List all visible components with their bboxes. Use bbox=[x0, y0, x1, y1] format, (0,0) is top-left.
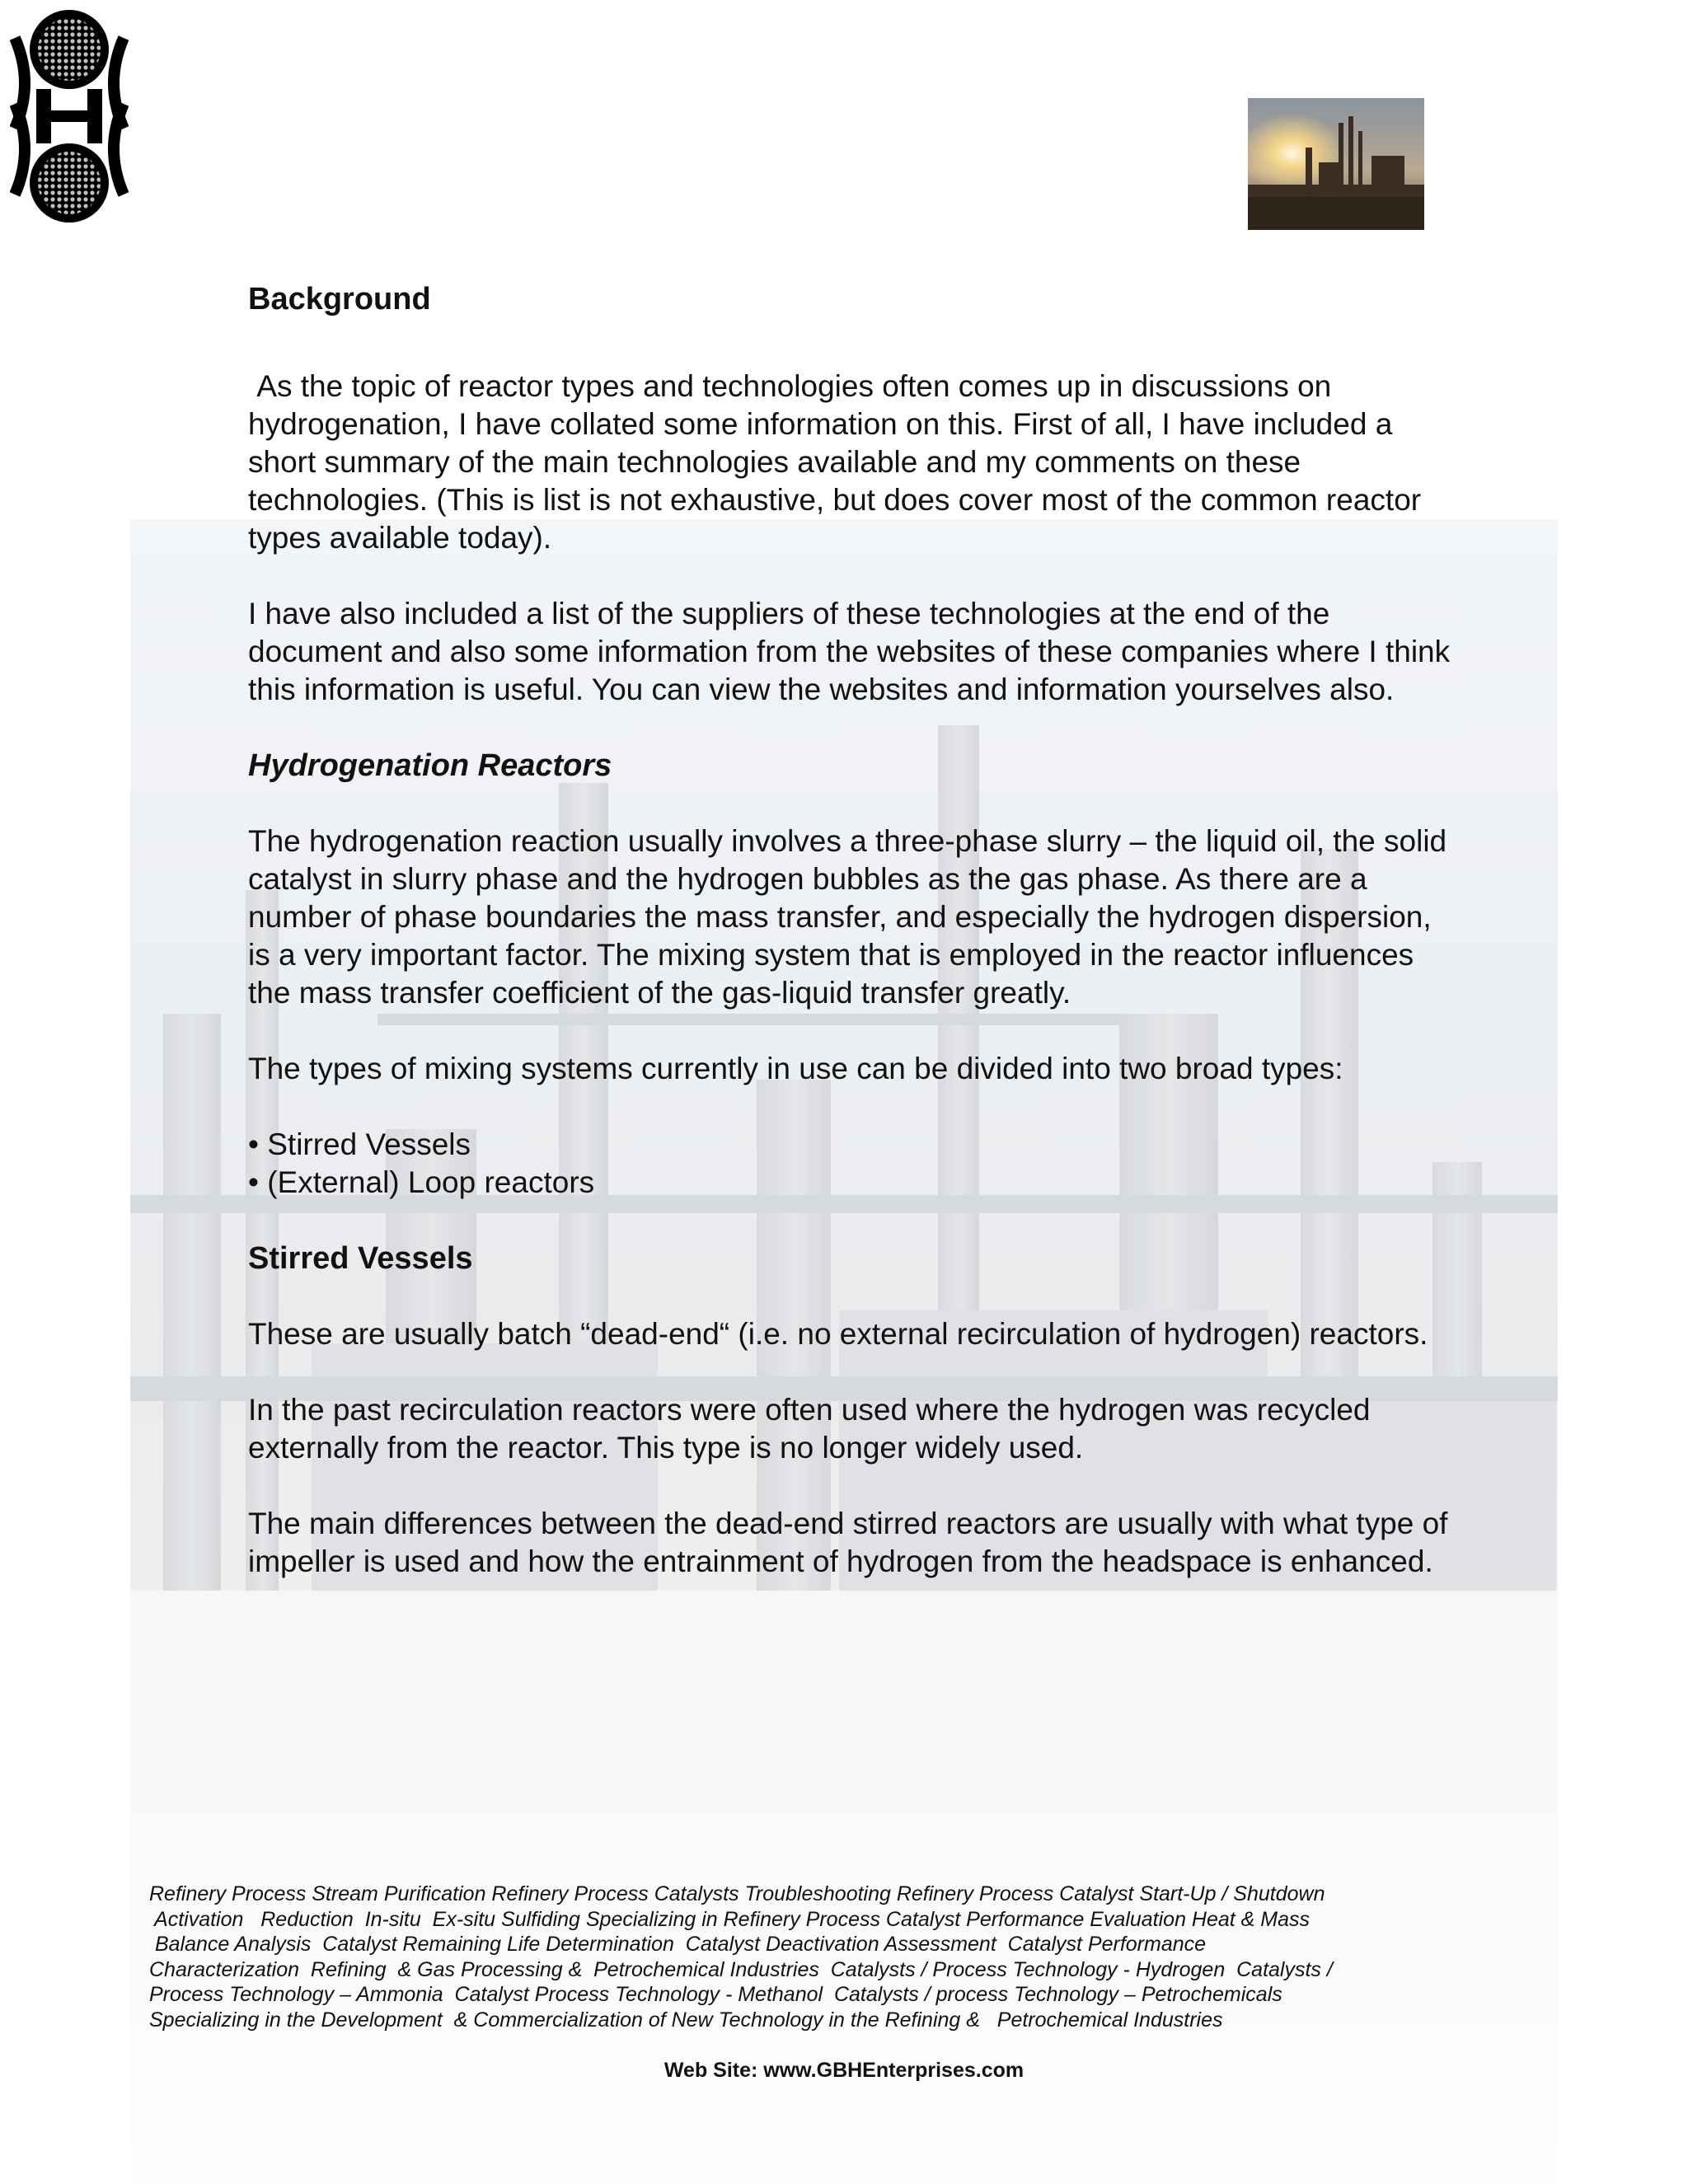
footer-line: Balance Analysis Catalyst Remaining Life Determination Catalyst Deactivation Assessment Catalyst Performance bbox=[149, 1933, 1207, 1956]
stirred-paragraph-1: These are usually batch “dead-end“ (i.e. no external recirculation of hydrogen) reactors. bbox=[248, 1317, 1428, 1351]
company-logo bbox=[10, 5, 129, 227]
mixing-type-item: • Stirred Vessels bbox=[248, 1127, 471, 1161]
mixing-type-item: • (External) Loop reactors bbox=[248, 1165, 595, 1199]
mixing-types-intro: The types of mixing systems currently in use can be divided into two broad types: bbox=[248, 1052, 1343, 1085]
intro-paragraph-1: As the topic of reactor types and technologies often comes up in discussions on hydrogenation, I have collated some information on this. First of all, I have included a short summary of the main technologies available and my comments on these technologies. (This is list is not exhaustive, but does cover most of the common reactor types available today). bbox=[248, 369, 1430, 555]
stirred-vessels-heading: Stirred Vessels bbox=[248, 1241, 473, 1276]
footer-line: Specializing in the Development & Commercialization of New Technology in the Refining & Petrochemical Industries bbox=[149, 2008, 1223, 2032]
stirred-paragraph-3: The main differences between the dead-end stirred reactors are usually with what type of impeller is used and how the entrainment of hydrogen from the headspace is enhanced. bbox=[248, 1507, 1448, 1578]
stirred-paragraph-2: In the past recirculation reactors were often used where the hydrogen was recycled externally from the reactor. This type is no longer widely used. bbox=[248, 1393, 1371, 1465]
background-heading: Background bbox=[248, 282, 431, 316]
refinery-sunset-photo bbox=[1248, 98, 1424, 230]
document-body bbox=[248, 280, 1460, 1581]
hydrogenation-paragraph: The hydrogenation reaction usually involves a three-phase slurry – the liquid oil, the solid catalyst in slurry phase and the hydrogen bubbles as the gas phase. As there are a number of phase boundaries the mass transfer, and especially the hydrogen dispersion, is a very important factor. The mixing system that is employed in the reactor influences the mass transfer coefficient of the gas-liquid transfer greatly. bbox=[248, 824, 1447, 1010]
website-link[interactable]: Web Site: www.GBHEnterprises.com bbox=[663, 2059, 1025, 2082]
footer-services-text bbox=[149, 1882, 1435, 2032]
intro-paragraph-2: I have also included a list of the suppliers of these technologies at the end of the document and also some information from the websites of these companies where I think this information is useful. You can view the websites and information yourselves also. bbox=[248, 597, 1451, 706]
footer-line: Refinery Process Stream Purification Refinery Process Catalysts Troubleshooting Refinery Process Catalyst Start-Up / Shutdown bbox=[149, 1882, 1325, 1905]
footer-line: Process Technology – Ammonia Catalyst Process Technology - Methanol Catalysts / process Technology – Petrochemicals bbox=[149, 1983, 1282, 2006]
footer-line: Activation Reduction In-situ Ex-situ Sulfiding Specializing in Refinery Process Catalyst Performance Evaluation Heat & Mass bbox=[149, 1907, 1311, 1931]
hydrogenation-heading: Hydrogenation Reactors bbox=[248, 748, 612, 783]
footer-line: Characterization Refining & Gas Processing & Petrochemical Industries Catalysts / Process Technology - Hydrogen Catalysts / bbox=[149, 1957, 1333, 1981]
